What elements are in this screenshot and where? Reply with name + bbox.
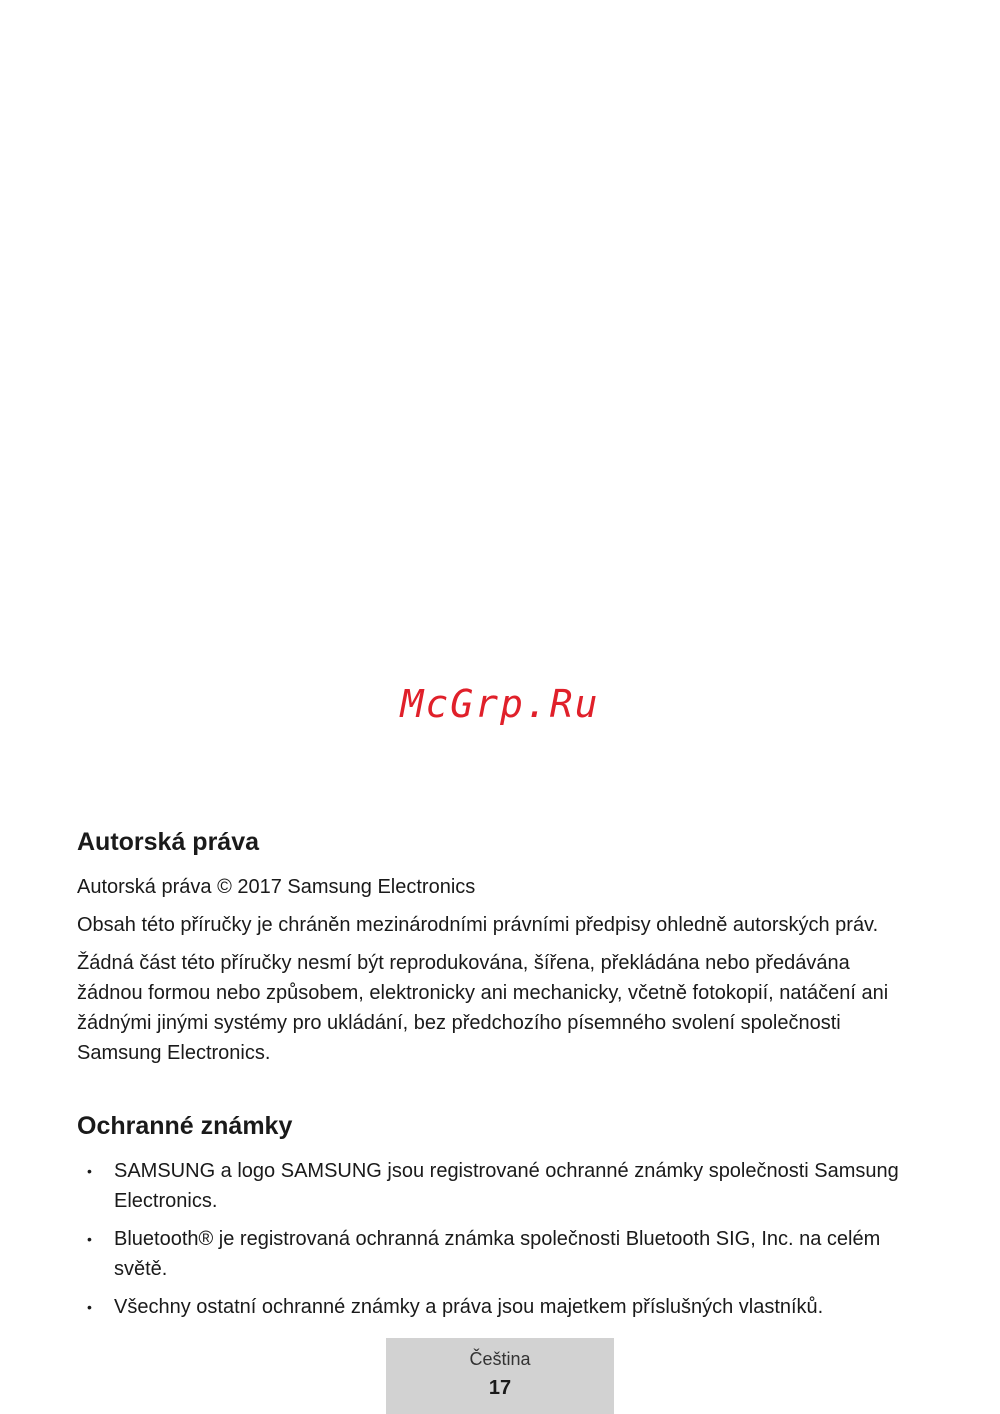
list-item-text: Bluetooth® je registrovaná ochranná známka společnosti Bluetooth SIG, Inc. na celém světě. [114,1228,881,1280]
list-item-text: SAMSUNG a logo SAMSUNG jsou registrované ochranné známky společnosti Samsung Electronics. [114,1160,899,1212]
watermark-text: McGrp.Ru [400,682,600,726]
page-number: 17 [488,1377,512,1399]
copyright-paragraph: Obsah této příručky je chráněn mezinárodními právními předpisy ohledně autorských práv. [77,914,879,936]
footer-language: Čeština [469,1349,531,1369]
copyright-heading: Autorská práva [77,828,260,856]
copyright-paragraph: Autorská práva © 2017 Samsung Electronics [77,876,476,898]
copyright-paragraph: Žádná část této příručky nesmí být reprodukována, šířena, překládána nebo předávána žádnou formou nebo způsobem, elektronicky ani mechanicky, včetně fotokopií, natáčení ani žádnými jinými systémy pro ukládání, bez předchozího písemného svolení společnosti Samsung Electronics. [77,952,889,1064]
page-footer [386,1338,614,1414]
copyright-section [77,826,917,1068]
bullet-icon: • [87,1163,92,1179]
trademarks-heading: Ochranné známky [77,1112,293,1140]
list-item-text: Všechny ostatní ochranné známky a práva jsou majetkem příslušných vlastníků. [114,1296,824,1318]
bullet-icon: • [87,1299,92,1315]
trademarks-section [77,1110,917,1322]
list-item [77,1224,917,1284]
list-item [77,1292,917,1322]
document-body [77,826,917,1330]
list-item [77,1156,917,1216]
trademarks-list [77,1156,917,1322]
bullet-icon: • [87,1231,92,1247]
